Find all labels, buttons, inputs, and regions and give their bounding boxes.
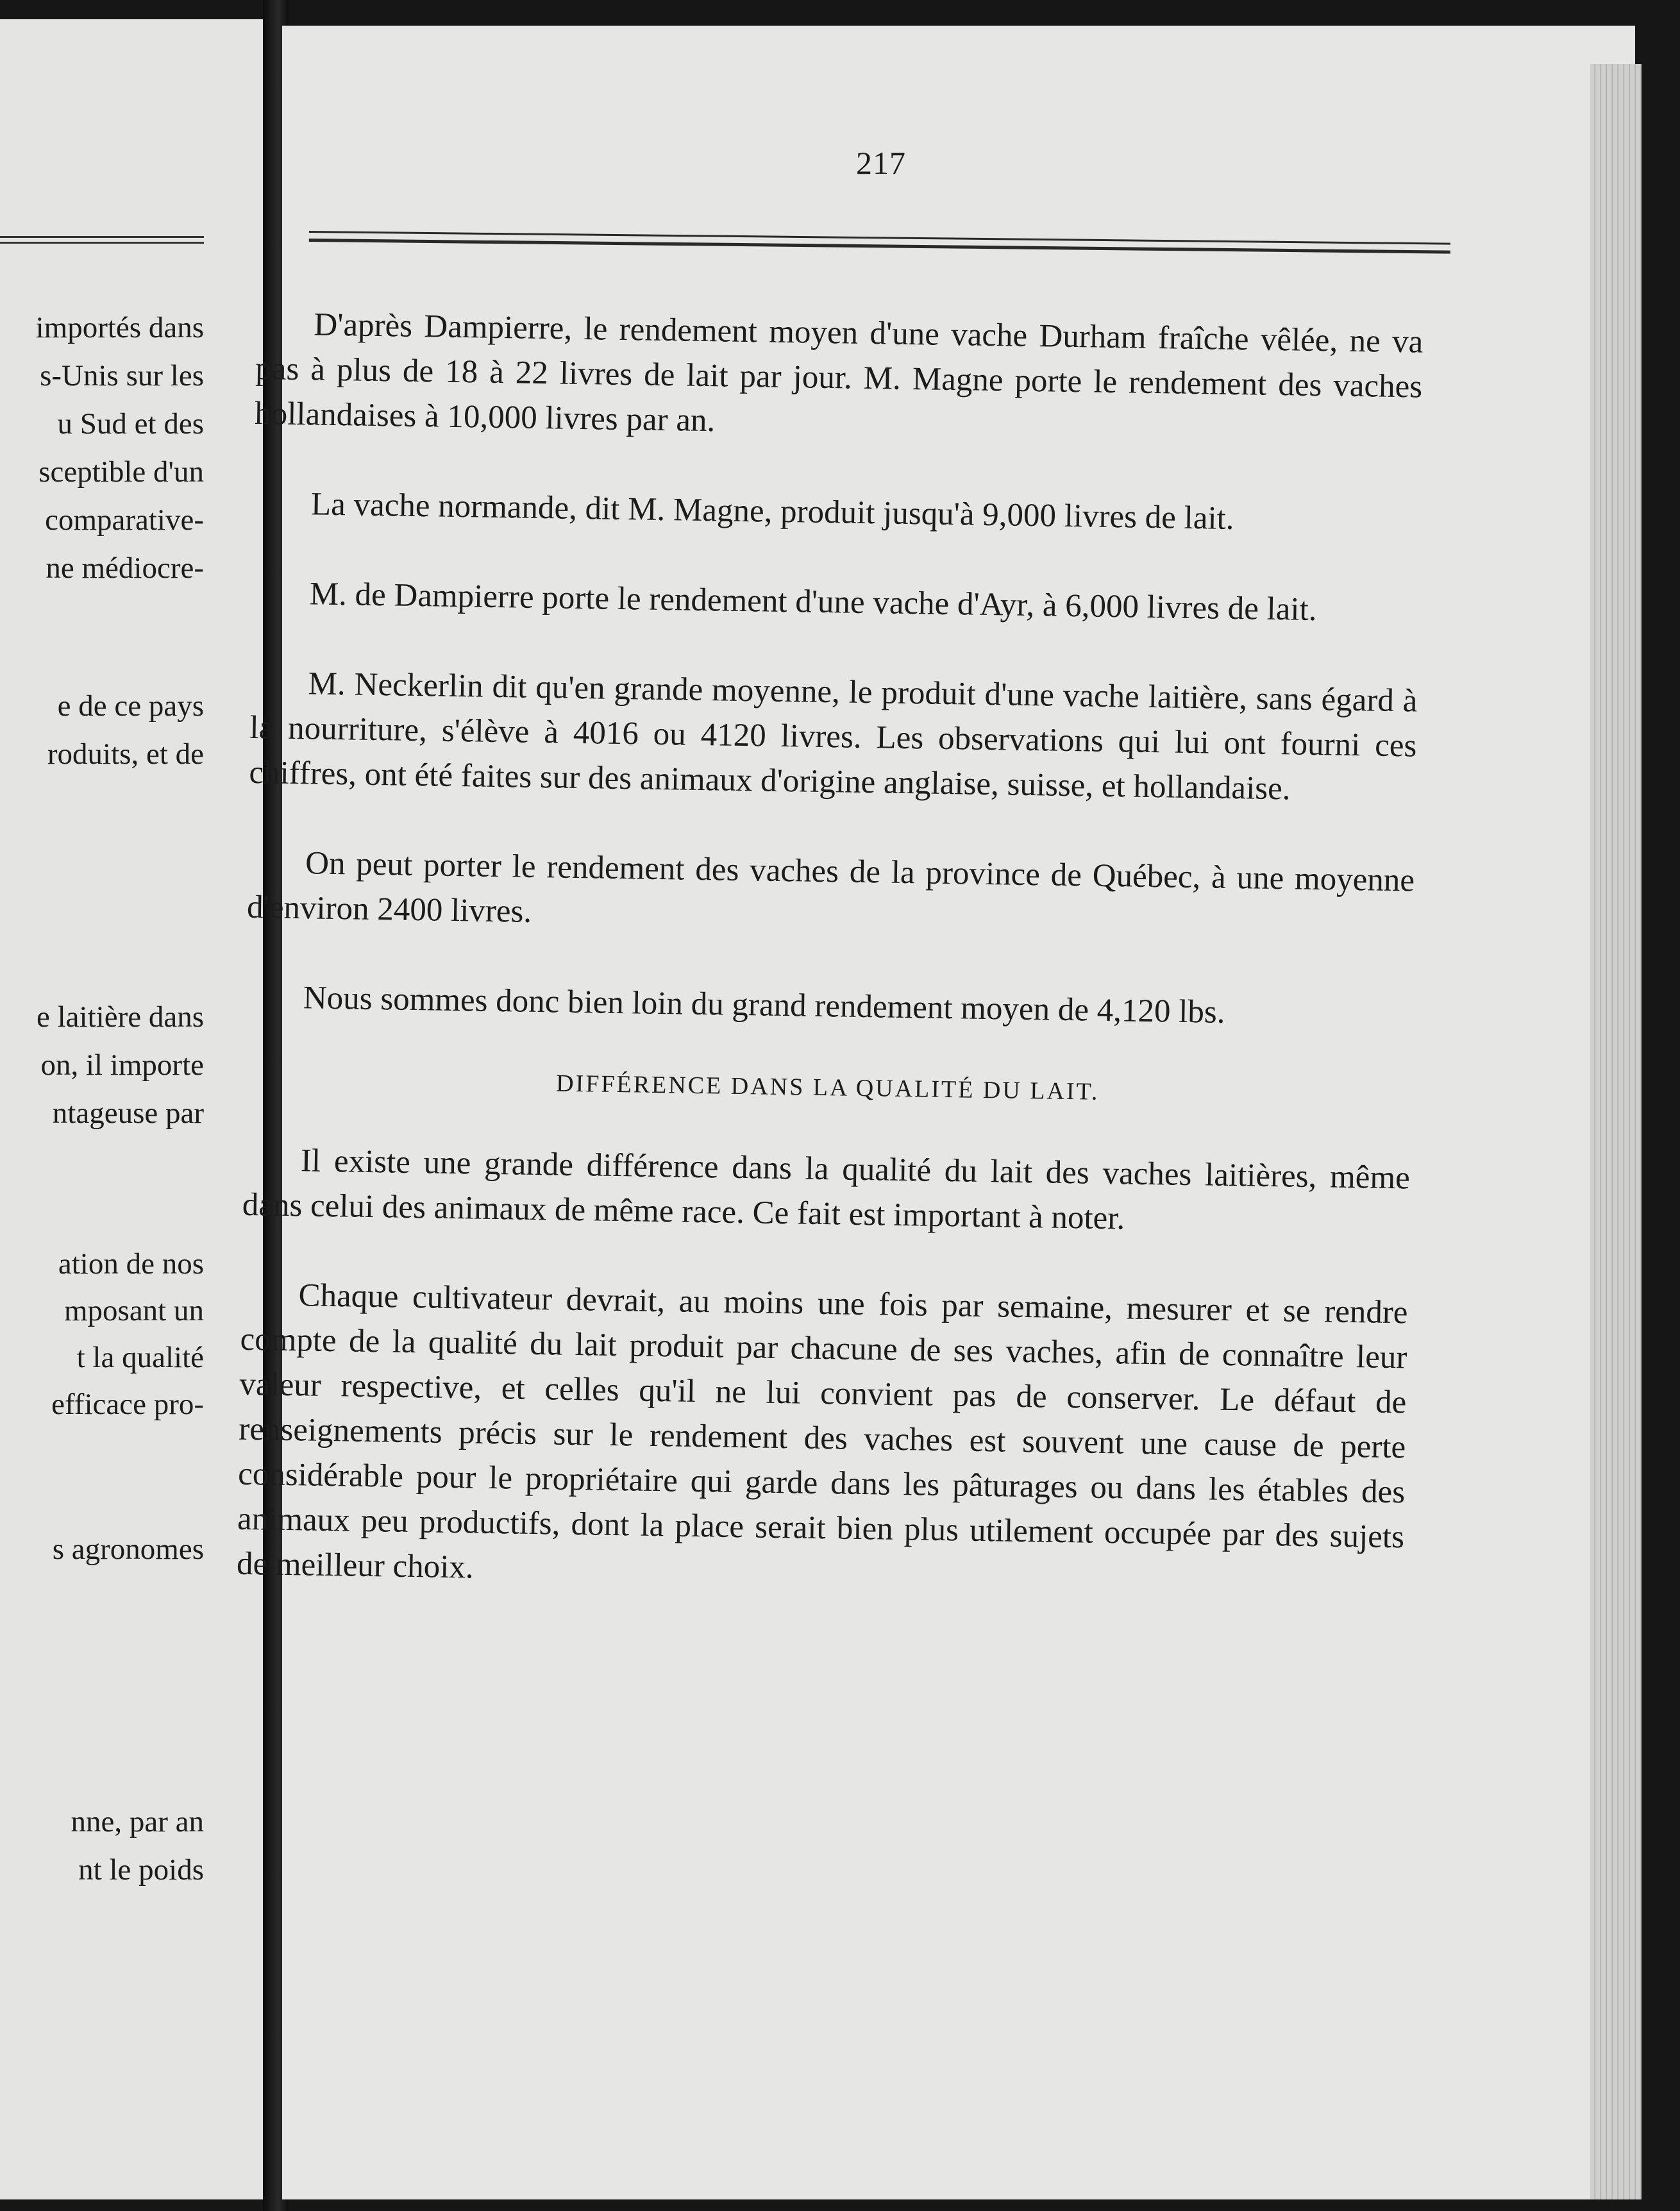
previous-page-fragment	[0, 19, 263, 2199]
previous-page-line: mposant un	[63, 1294, 204, 1327]
body-paragraph: M. Neckerlin dit qu'en grande moyenne, le produit d'une vache laitière, sans égard à la nourriture, s'élève à 4016 ou 4120 livres. Les observations qui lui ont fourni ces chiffres, ont été faites sur des animaux d'origine anglaise, suisse, et hollandaise.	[249, 666, 1418, 807]
previous-page-line: roduits, et de	[47, 737, 204, 771]
body-paragraph: Chaque cultivateur devrait, au moins une fois par semaine, mesurer et se rendre compte de la qualité du lait produit par chacune de ses vaches, afin de connaître leur valeur respective, et celles qu'il ne lui convient pas de conserver. Le défaut de renseignements précis sur le rendement des vaches est souvent une cause de perte considérable pour le propriétaire qui garde dans les pâturages ou dans les étables des animaux peu productifs, dont la place serait bien plus utilement occupée par des sujets de meilleur choix.	[236, 1277, 1408, 1586]
previous-page-line: comparative-	[45, 503, 204, 537]
body-paragraph: Nous sommes donc bien loin du grand rendement moyen de 4,120 lbs.	[303, 980, 1225, 1030]
previous-page-line: nne, par an	[71, 1805, 204, 1838]
previous-page-line: importés dans	[35, 311, 204, 344]
body-paragraph: Il existe une grande différence dans la qualité du lait des vaches laitières, même dans celui des animaux de même race. Ce fait est important à noter.	[242, 1143, 1411, 1237]
previous-page-line: on, il importe	[40, 1048, 204, 1082]
previous-page-line: s-Unis sur les	[40, 359, 204, 392]
previous-page-line: u Sud et des	[57, 407, 204, 441]
previous-page-header-rule	[0, 236, 204, 244]
page-edges	[1590, 64, 1642, 2199]
previous-page-line: ation de nos	[58, 1247, 204, 1281]
body-paragraph: La vache normande, dit M. Magne, produit jusqu'à 9,000 livres de lait.	[310, 486, 1234, 537]
previous-page-line: e de ce pays	[57, 689, 204, 723]
body-paragraph: D'après Dampierre, le rendement moyen d'une vache Durham fraîche vêlée, ne va pas à plus de 18 à 22 livres de lait par jour. M. Magne porte le rendement des vaches hollandaises à 10,000 livres par an.	[254, 307, 1424, 439]
previous-page-line: e laitière dans	[37, 1000, 204, 1034]
body-paragraph: On peut porter le rendement des vaches de la province de Québec, à une moyenne d'environ 2400 livres.	[246, 845, 1415, 930]
previous-page-line: ntageuse par	[52, 1097, 204, 1130]
previous-page-line: s agronomes	[52, 1533, 204, 1566]
previous-page-line: sceptible d'un	[38, 455, 204, 489]
previous-page-line: nt le poids	[78, 1853, 204, 1887]
section-heading: DIFFÉRENCE DANS LA QUALITÉ DU LAIT.	[555, 1070, 1100, 1106]
previous-page-line: t la qualité	[76, 1341, 204, 1374]
previous-page-line: efficace pro-	[51, 1388, 204, 1421]
body-paragraph: M. de Dampierre porte le rendement d'une vache d'Ayr, à 6,000 livres de lait.	[309, 576, 1317, 628]
previous-page-line: ne médiocre-	[46, 551, 204, 585]
page-number: 217	[856, 145, 906, 181]
page-body	[235, 301, 1423, 1649]
